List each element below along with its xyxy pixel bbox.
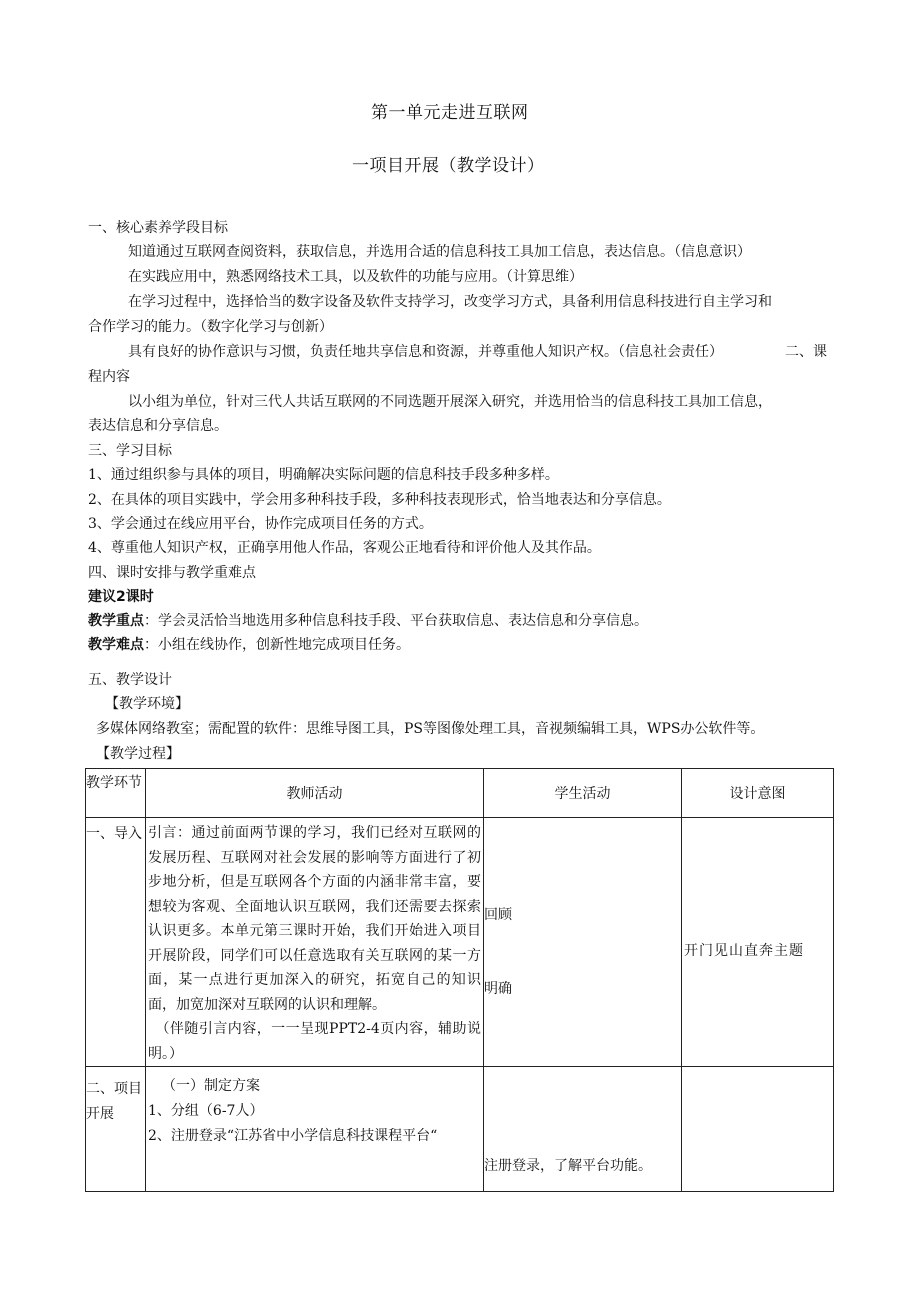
unit-title: 第一单元走进互联网	[371, 103, 529, 123]
row2-stage: 二、项目开展	[86, 1067, 146, 1192]
row2-teacher-step1: 1、分组（6-7人）	[148, 1103, 264, 1119]
process-label: 【教学过程】	[96, 746, 180, 762]
table-row	[86, 1067, 834, 1192]
hours-note: 建议2课时	[88, 589, 154, 605]
row1-student	[484, 818, 682, 1067]
content-paragraph-1b: 表达信息和分享信息。	[88, 418, 228, 434]
key-point-label: 教学重点	[88, 613, 144, 629]
goal-paragraph-4: 具有良好的协作意识与习惯，负责任地共享信息和资源，并尊重他人知识产权。（信息社会责任）	[128, 344, 723, 360]
row2-teacher-step2: 2、注册登录“江苏省中小学信息科技课程平台“	[148, 1128, 438, 1144]
section-heading-5: 五、教学设计	[88, 672, 172, 688]
row1-intent-text: 开门见山直奔主题	[684, 943, 804, 959]
section-heading-2a: 二、课	[785, 344, 827, 360]
difficulty-line	[88, 638, 410, 652]
objective-item-4: 4、尊重他人知识产权，正确享用他人作品，客观公正地看待和评价他人及其作品。	[88, 540, 601, 556]
section-heading-3: 三、学习目标	[88, 443, 172, 459]
row2-teacher	[146, 1067, 484, 1192]
section-heading-4: 四、课时安排与教学重难点	[88, 565, 256, 581]
section-heading-1: 一、核心素养学段目标	[88, 220, 228, 236]
environment-label: 【教学环境】	[105, 696, 189, 712]
header-student: 学生活动	[484, 769, 682, 818]
goal-paragraph-3a: 在学习过程中，选择恰当的数字设备及软件支持学习，改变学习方式，具备利用信息科技进行自主学习和	[128, 294, 772, 310]
content-paragraph-1a: 以小组为单位，针对三代人共话互联网的不同选题开展深入研究，并选用恰当的信息科技工具加工信息，	[128, 394, 772, 410]
header-teacher: 教师活动	[146, 769, 484, 818]
header-stage: 教学环节	[86, 769, 146, 818]
row1-stage: 一、导入	[86, 818, 146, 1067]
teaching-process-table	[85, 768, 834, 1192]
section-heading-2b: 程内容	[88, 369, 130, 385]
row2-intent	[682, 1067, 834, 1192]
header-intent: 设计意图	[682, 769, 834, 818]
table-header-row	[86, 769, 834, 818]
objective-item-2: 2、在具体的项目实践中，学会用多种科技手段，多种科技表现形式，恰当地表达和分享信息。	[88, 492, 671, 508]
goal-paragraph-2: 在实践应用中，熟悉网络技术工具，以及软件的功能与应用。（计算思维）	[128, 269, 583, 285]
row1-teacher: 引言：通过前面两节课的学习，我们已经对互联网的发展历程、互联网对社会发展的影响等方面进行了初步地分析，但是互联网各个方面的内涵非常丰富，要想较为客观、全面地认识互联网，我们还需要去探索认识更多。本单元第三课时开始，我们开始进入项目开展阶段，同学们可以任意选取有关互联网的某一方面，某一点进行更加深入的研究，拓宽自己的知识面，加宽加深对互联网的认识和理解。 （伴随引言内容，一一呈现PPT2-4页内容，辅助说明。）	[146, 818, 484, 1067]
row1-student-clarify: 明确	[484, 981, 512, 997]
row1-intent	[682, 818, 834, 1067]
key-point-text: ：学会灵活恰当地选用多种信息科技手段、平台获取信息、表达信息和分享信息。	[144, 613, 648, 629]
row2-student	[484, 1067, 682, 1192]
row1-student-review: 回顾	[484, 907, 512, 923]
environment-text: 多媒体网络教室；需配置的软件：思维导图工具，PS等图像处理工具，音视频编辑工具，WPS办公软件等。	[96, 721, 765, 737]
row2-teacher-step0: （一）制定方案	[162, 1078, 260, 1094]
difficulty-text: ：小组在线协作，创新性地完成项目任务。	[144, 637, 410, 653]
key-point-line	[88, 614, 648, 628]
table-row	[86, 818, 834, 1067]
row2-student-text: 注册登录，了解平台功能。	[484, 1158, 652, 1174]
goal-paragraph-1: 知道通过互联网查阅资料，获取信息，并选用合适的信息科技工具加工信息，表达信息。（信息意识）	[128, 244, 751, 260]
objective-item-1: 1、通过组织参与具体的项目，明确解决实际问题的信息科技手段多种多样。	[88, 467, 559, 483]
goal-paragraph-3b: 合作学习的能力。（数字化学习与创新）	[88, 319, 333, 335]
objective-item-3: 3、学会通过在线应用平台，协作完成项目任务的方式。	[88, 516, 433, 532]
lesson-title: 一项目开展（教学设计）	[352, 156, 545, 176]
difficulty-label: 教学难点	[88, 637, 144, 653]
